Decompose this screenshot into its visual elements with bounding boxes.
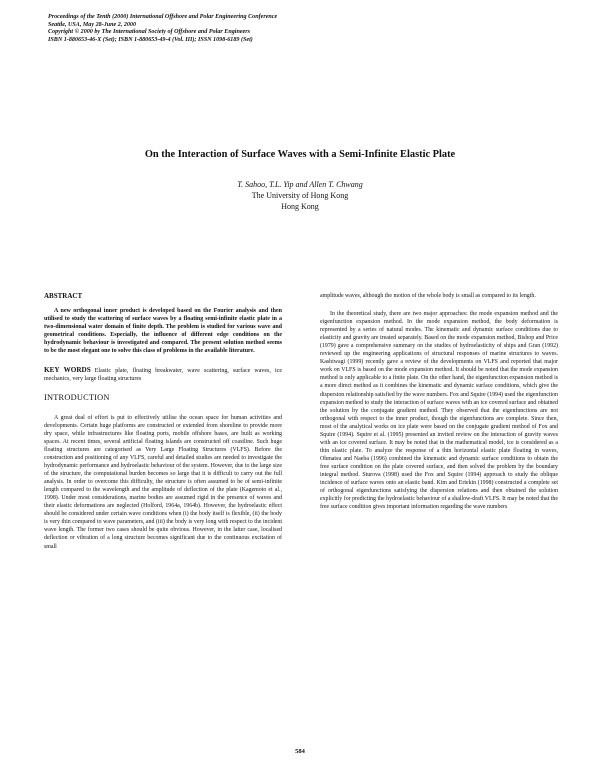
right-paragraph-continued: amplitude waves, although the motion of the whole body is small as compared to its length.	[320, 293, 536, 299]
header-line-proceedings: Proceedings of the Tenth (2000) International Offshore and Polar Engineering Conference	[48, 14, 278, 20]
header-line-location: Seattle, USA, May 28-June 2, 2000	[48, 21, 137, 28]
proceedings-header	[48, 14, 378, 44]
keywords-label: KEY WORDS	[44, 365, 91, 374]
title-block	[40, 148, 560, 212]
affiliation-university: The University of Hong Kong	[251, 191, 349, 200]
abstract-text: A new orthogonal inner product is developed based on the Fourier analysis and then utilised to study the scattering of surface waves by a floating semi-infinite elastic plate in a two-dimensional water domain of finite depth. The problem is studied for various wave and geometrical conditions. Especially, the influence of different edge conditions on the hydrodynamic behaviour is investigated and compared. The present solution method seems to be the most elegant one to solve this class of problems in the available literature.	[44, 308, 282, 355]
page-number: 584	[295, 748, 305, 755]
keywords	[44, 366, 282, 383]
keywords-text: Elastic plate, floating breakwater, wave scattering, surface waves, ice mechanics, very large floating structures	[44, 367, 282, 382]
paper-authors: T. Sahoo, T.L. Yip and Allen T. Chwang	[237, 180, 363, 189]
introduction-paragraph: A great deal of effort is put to effectively utilise the ocean space for human activities and developments. Certain huge platforms are constructed or extended from shoreline to provide more dry space, while infrastructures like floating ports, mobile offshore bases, are built as working spaces. At recent times, several artificial floating islands are constructed off coastline. Such huge floating structures are categorised as Very Large Floating Structures (VLFS). Before the construction and positioning of any VLFS, careful and detailed studies are needed to investigate the hydrodynamic performance and hydroelastic behaviour of the system. However, due to the large size of the structure, the computational burden becomes so large that it is difficult to carry out the full analysis. In order to overcome this difficulty, the structure is often assumed to be of semi-infinite length compared to the wavelength and the amplitude of deflection of the plate (Kagemoto et al., 1998). Under most considerations, marine bodies are assumed rigid in the presence of waves and their elastic deformations are neglected (Holford, 1964a, 1964b). However, the hydroelastic effect should be considered under certain wave conditions when (i) the body itself is flexible, (ii) the body is very thin compared to wave parameters, and (iii) the body is very long with respect to the incident wave length. The former two cases should be quite obvious. However, in the latter case, localised deflection or vibration of a long structure becomes significant due to the continuous excitation of small	[44, 414, 282, 550]
right-column	[320, 292, 558, 511]
right-paragraph-theory: In the theoretical study, there are two major approaches: the mode expansion method and the eigenfunction expansion method. In the mode expansion method, the body deformation is represented by a series of natural modes. The kinematic and dynamic surface conditions due to elasticity and gravity are treated separately. Based on the mode expansion method, Bishop and Price (1979) gave a comprehensive summary on the studies of hydroelasticity of ships and Gran (1992) reviewed up the engineering applications of structural responses of marine structures to waves. Kashiwagi (1999) recently gave a review of the developments on VLFS and reported that major work on VLFS is based on the mode expansion method. It should be noted that the mode expansion method is only applicable to a finite plate. On the other hand, the eigenfunction expansion method is a more direct method as it combines the kinematic and dynamic surface conditions, which give the dispersion relationship satisfied by the wave numbers. Fox and Squire (1994) used the eigenfunction expansion method to study the interaction of surface waves with an ice covered surface and obtained the solution by the conjugate gradient method. They observed that the eigenfunctions are not orthogonal with respect to the inner product, though the eigenfunctions are complete. Since then, most of the analytical works on ice plate were based on the conjugate gradient method of Fox and Squire (1994). Squire et al. (1995) presented an invited review on the interaction of gravity waves with an ice covered surface. It may be noted that in the mathematical model, ice is considered as a thin elastic plate. To analyze the response of a thin horizontal elastic plate floating in waves, Ohmatsu and Naeba (1996) combined the kinematic and dynamic surface conditions to obtain the free surface condition on the plate covered surface, and then solved the problem by the boundary integral method. Sturova (1998) used the Fox and Squire (1994) approach to study the oblique incidence of surface waves onto an elastic band. Kim and Ertekin (1998) constructed a complete set of orthogonal eigenfunctions satisfying the dispersion relations and then obtained the solution explicitly for predicting the hydroelastic behaviour of a shallow-draft VLFS. It may be noted that the free surface condition gives important information regarding the wave numbers	[320, 311, 558, 511]
abstract-heading: ABSTRACT	[44, 292, 83, 300]
header-line-isbn: ISBN 1-880653-46-X (Set); ISBN 1-880653-49-4 (Vol. III); ISSN 1098-6189 (Set)	[48, 36, 253, 43]
introduction-heading: INTRODUCTION	[44, 392, 110, 402]
header-line-copyright: Copyright © 2000 by The International Society of Offshore and Polar Engineers	[48, 29, 250, 36]
paragraph-gap	[320, 300, 558, 310]
affiliation-city: Hong Kong	[281, 202, 319, 211]
paper-title: On the Interaction of Surface Waves with a Semi-Infinite Elastic Plate	[144, 149, 456, 160]
left-column	[44, 292, 282, 551]
